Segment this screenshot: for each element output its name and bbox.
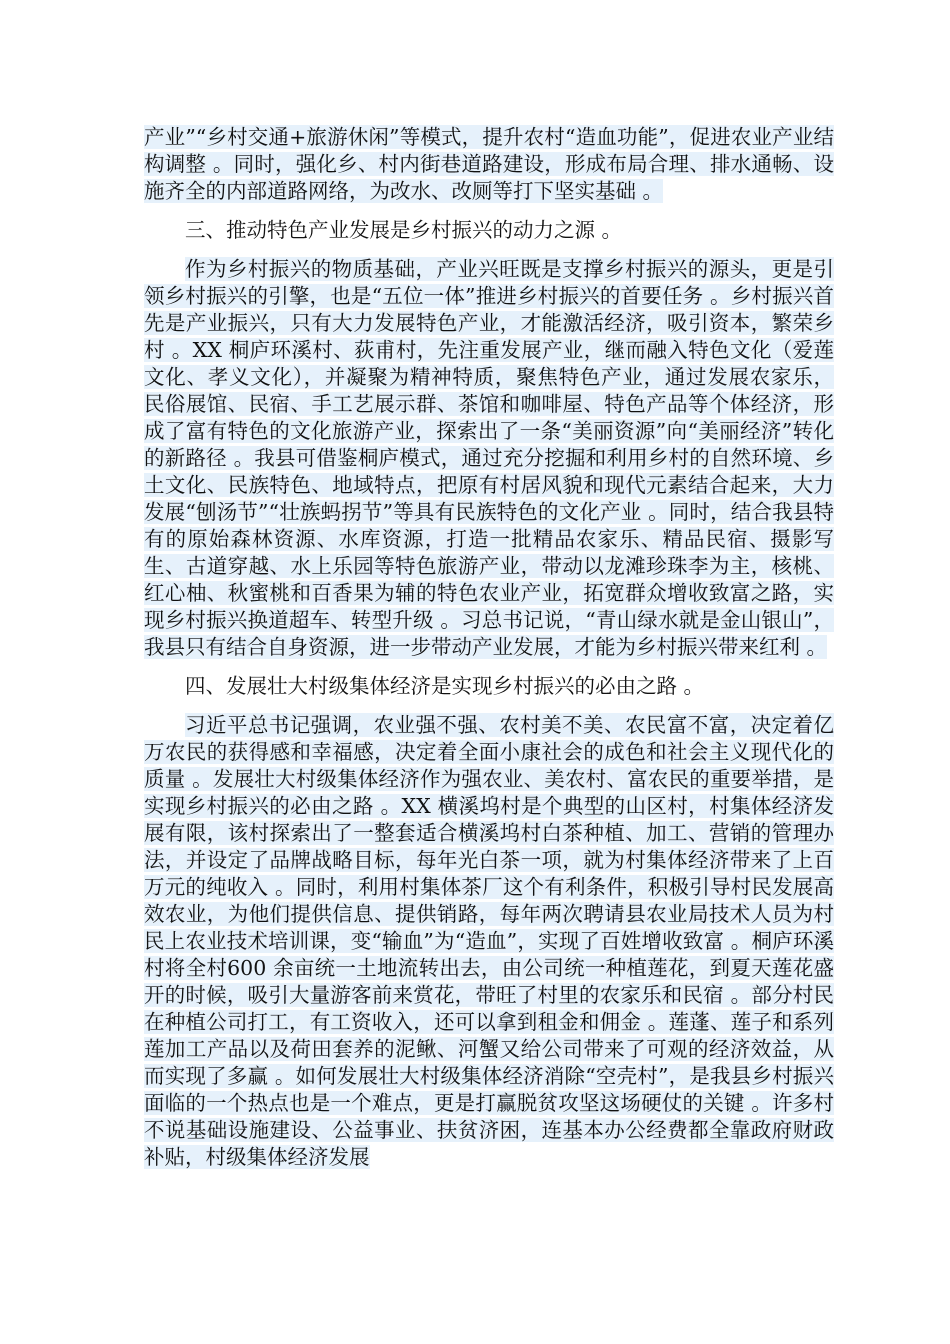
paragraph-text: 习近平总书记强调，农业强不强、农村美不美、农民富不富，决定着亿万农民的获得感和幸福感，决定着全面小康社会的成色和社会主义现代化的质量 。发展壮大村级集体经济作为强农业、美农村、富农民的重要举措，是实现乡村振兴的必由之路 。XX 横溪坞村是个典型的山区村，村集体经济发展有限，该村探索出了一整套适合横溪坞村白茶种植、加工、营销的管理办法，并设定了品牌战略目标，每年光白茶一项，就为村集体经济带来了上百万元的纯收入 。同时，利用村集体茶厂这个有利条件，积极引导村民发展高效农业，为他们提供信息、提供销路，每年两次聘请县农业局技术人员为村民上农业技术培训课，变“输血”为“造血”，实现了百姓增收致富 。桐庐环溪村将全村600 余亩统一土地流转出去，由公司统一种植莲花，到夏天莲花盛开的时候，吸引大量游客前来赏花，带旺了村里的农家乐和民宿 。部分村民在种植公司打工，有工资收入，还可以拿到租金和佣金 。莲蓬、莲子和系列莲加工产品以及荷田套养的泥鳅、河蟹又给公司带来了可观的经济效益，从而实现了多赢 。如何发展壮大村级集体经济消除“空壳村”，是我县乡村振兴面临的一个热点也是一个难点，更是打赢脱贫攻坚这场硬仗的关键 。许多村不说基础设施建设、公益事业、扶贫济困，连基本办公经费都全靠政府财政补贴，村级集体经济发展 — [144, 713, 834, 1169]
paragraph-continuation — [144, 124, 834, 205]
paragraph-text: 产业”“乡村交通+旅游休闲”等模式，提升农村“造血功能”，促进农业产业结构调整 。同时，强化乡、村内街巷道路建设，形成布局合理、排水通畅、设施齐全的内部道路网络，为改水、改厕等打下坚实基础 。 — [144, 125, 834, 203]
section-heading-3 — [144, 217, 834, 244]
heading-text: 三、推动特色产业发展是乡村振兴的动力之源 。 — [185, 218, 623, 242]
document-body — [144, 124, 834, 1171]
paragraph-text: 作为乡村振兴的物质基础，产业兴旺既是支撑乡村振兴的源头，更是引领乡村振兴的引擎，也是“五位一体”推进乡村振兴的首要任务 。乡村振兴首先是产业振兴，只有大力发展特色产业，才能激活经济，吸引资本，繁荣乡村 。XX 桐庐环溪村、荻甫村，先注重发展产业，继而融入特色文化（爱莲文化、孝义文化），并凝聚为精神特质，聚焦特色产业，通过发展农家乐， 民俗展馆、民宿、手工艺展示群、茶馆和咖啡屋、特色产品等个体经济，形成了富有特色的文化旅游产业，探索出了一条“美丽资源”向“美丽经济”转化的新路径 。我县可借鉴桐庐模式，通过充分挖掘和利用乡村的自然环境、乡土文化、民族特色、地域特点，把原有村居风貌和现代元素结合起来，大力发展“刨汤节”“壮族蚂拐节”等具有民族特色的文化产业 。同时，结合我县特有的原始森林资源、水库资源，打造一批精品农家乐、精品民宿、摄影写生、古道穿越、水上乐园等特色旅游产业，带动以龙滩珍珠李为主，核桃、红心柚、秋蜜桃和百香果为辅的特色农业产业，拓宽群众增收致富之路，实现乡村振兴换道超车、转型升级 。习总书记说，“青山绿水就是金山银山”，我县只有结合自身资源，进一步带动产业发展，才能为乡村振兴带来红利 。 — [144, 257, 834, 659]
paragraph-industry — [144, 256, 834, 661]
paragraph-collective-economy — [144, 712, 834, 1171]
section-heading-4 — [144, 673, 834, 700]
heading-text: 四、发展壮大村级集体经济是实现乡村振兴的必由之路 。 — [185, 674, 705, 698]
